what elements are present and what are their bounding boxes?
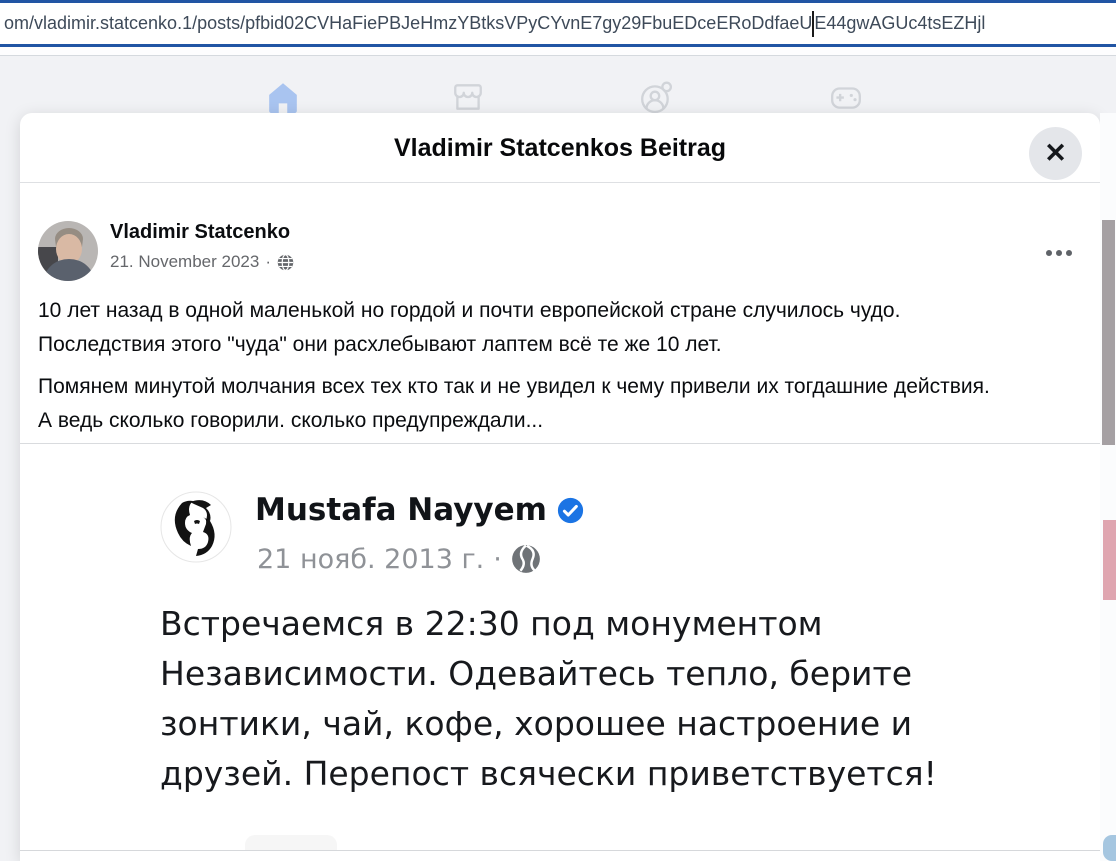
groups-icon <box>639 80 673 114</box>
home-tab[interactable] <box>266 80 300 114</box>
close-button[interactable] <box>1029 127 1082 180</box>
author-avatar[interactable] <box>38 221 98 281</box>
post-paragraph: Помянем минутой молчания всех тех кто так и не увидел к чему привели их тогдашние действия. А ведь сколько говорили. сколько предупреждали... <box>38 375 990 432</box>
post-meta <box>110 252 294 272</box>
post-footer-divider <box>20 850 1100 851</box>
post-date[interactable]: 21. November 2023 <box>110 252 260 271</box>
embedded-post-date: 21 нояб. 2013 г. <box>257 543 485 575</box>
author-name[interactable]: Vladimir Statcenko <box>110 221 291 243</box>
browser-chrome-edge <box>0 47 1116 56</box>
verified-badge-icon <box>557 497 584 524</box>
gaming-tab[interactable] <box>829 80 863 114</box>
url-text[interactable] <box>0 11 985 37</box>
url-before-caret: om/vladimir.statcenko.1/posts/pfbid02CVHaFiePBJeHmzYBtksVPyCYvnE7gy29FbuEDceERoDdfaeU <box>4 12 813 33</box>
attached-image[interactable] <box>20 443 1100 850</box>
post-text <box>38 294 1094 446</box>
embedded-post-text: Встречаемся в 22:30 под монументом Независимости. Одевайтесь тепло, берите зонтики, чай, кофе, хорошее настроение и друзей. Перепост всячески приветствуется! <box>160 604 937 793</box>
globe-icon <box>511 544 541 574</box>
embedded-post-meta <box>257 540 541 578</box>
meta-separator: · <box>493 543 502 575</box>
globe-icon <box>277 254 294 271</box>
embedded-author-avatar <box>160 491 232 563</box>
close-icon: ✕ <box>1044 138 1067 168</box>
post-paragraph: 10 лет назад в одной маленькой но гордой и почти европейской стране случилось чудо. Последствия этого "чуда" они расхлебывают лаптем всё те же 10 лет. <box>38 299 901 356</box>
embedded-author-name: Mustafa Nayyem <box>255 492 547 528</box>
meta-separator: · <box>265 252 271 271</box>
dialog-header <box>20 113 1100 183</box>
scrollbar-thumb[interactable] <box>1102 220 1115 445</box>
post-dialog <box>20 113 1100 861</box>
marketplace-icon <box>451 80 485 114</box>
more-options-icon <box>1046 250 1052 256</box>
more-options-button[interactable] <box>1042 243 1076 263</box>
url-after-caret: E44gwAGUc4tsEZHjl <box>814 12 986 33</box>
dialog-title: Vladimir Statcenkos Beitrag <box>393 133 727 162</box>
home-icon <box>266 80 300 114</box>
groups-tab[interactable] <box>639 80 673 114</box>
scrollbar-pink-marker <box>1103 520 1116 600</box>
embedded-author-row <box>255 488 584 532</box>
scrollbar-track[interactable] <box>1100 113 1116 861</box>
marketplace-tab[interactable] <box>451 80 485 114</box>
address-bar[interactable] <box>0 0 1116 47</box>
corner-bubble <box>1103 835 1116 861</box>
gaming-icon <box>829 80 863 114</box>
cropped-footer-element <box>245 835 337 850</box>
